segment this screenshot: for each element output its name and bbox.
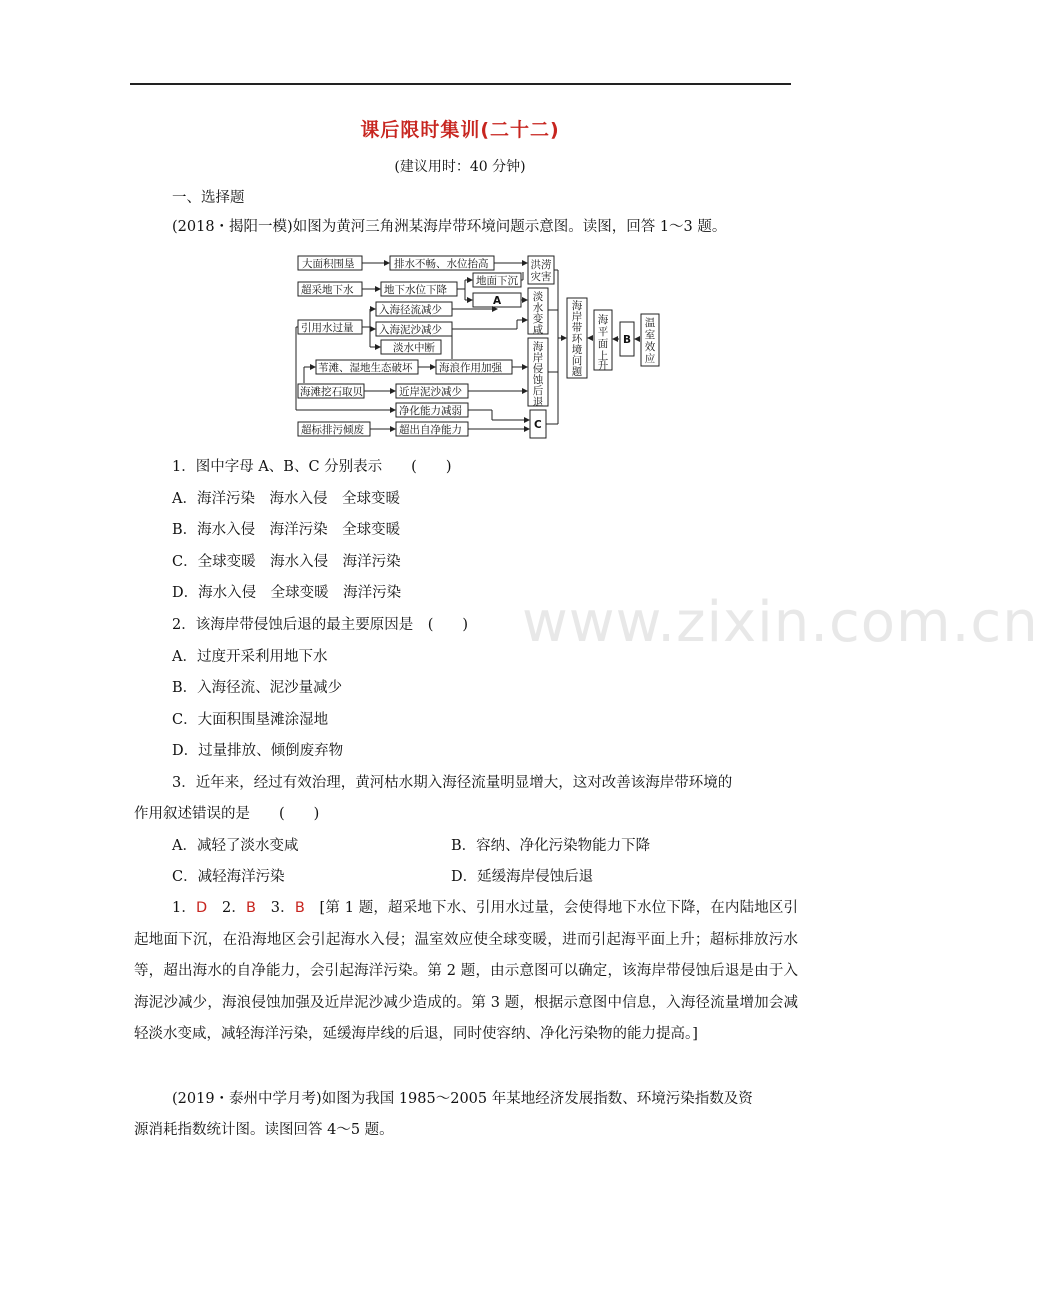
box-hlzh: 洪涝: [530, 259, 552, 271]
box-dxswxj: 地下水位下降: [384, 284, 447, 296]
question-intro-2: (2019・泰州中学月考)如图为我国 1985～2005 年某地经济发展指数、环境污染指数及资: [172, 1091, 753, 1107]
box-pssb: 排水不畅、水位抬高: [394, 258, 489, 270]
box-cbpw: 超标排污倾废: [301, 424, 364, 436]
box-dmxc: 地面下沉: [476, 275, 518, 287]
box-B: B: [623, 334, 632, 346]
q2-stem: 2．该海岸带侵蚀后退的最主要原因是 ( ): [172, 617, 469, 633]
q2-option-c: C．大面积围垦滩涂湿地: [172, 712, 329, 728]
top-rule: [130, 83, 791, 85]
box-C: C: [534, 419, 542, 431]
box-ccdxs: 超采地下水: [301, 284, 354, 296]
svg-text:岸: 岸: [571, 311, 583, 323]
box-jansh: 近岸泥沙减少: [399, 386, 462, 398]
box-dmjwk: 大面积围垦: [302, 258, 355, 270]
svg-text:灾害: 灾害: [530, 271, 552, 283]
svg-text:上: 上: [597, 350, 609, 362]
box-jhnl: 净化能力减弱: [399, 405, 462, 417]
box-hlzy: 海浪作用加强: [439, 362, 502, 374]
page-subtitle: (建议用时：40 分钟): [394, 159, 526, 175]
svg-text:应: 应: [644, 353, 656, 365]
answer-1: D: [196, 900, 208, 916]
q1-option-b: B．海水入侵 海洋污染 全球变暖: [172, 522, 401, 538]
q3-stem-line1: 3．近年来，经过有效治理，黄河枯水期入海径流量明显增大，这对改善该海岸带环境的: [172, 775, 733, 791]
q3-option-b: B．容纳、净化污染物能力下降: [451, 838, 651, 854]
svg-text:室: 室: [644, 329, 656, 341]
page-title: 课后限时集训(二十二): [360, 119, 560, 141]
box-htsd: 苇滩、湿地生态破坏: [318, 362, 413, 374]
box-rhnsh: 入海泥沙减少: [379, 324, 442, 336]
svg-text:问: 问: [571, 355, 583, 367]
box-yysgl: 引用水过量: [301, 322, 354, 334]
box-htwsqb: 海滩挖石取贝: [300, 386, 363, 398]
q2-option-d: D．过量排放、倾倒废弃物: [172, 743, 344, 759]
section-heading: 一、选择题: [172, 190, 245, 206]
watermark: www.zixin.com.cn: [522, 590, 1039, 655]
svg-text:退: 退: [532, 396, 544, 408]
svg-text:水: 水: [532, 302, 544, 314]
answer-3: B: [294, 900, 305, 916]
box-hpms: 海: [597, 314, 609, 326]
svg-text:后: 后: [532, 385, 544, 397]
svg-text:题: 题: [571, 366, 583, 378]
explanation-text: [第 1 题，超采地下水、引用水过量，会使得地下水位下降，在内陆地区引起地面下沉，在沿海地区会引起海水入侵；温室效应使全球变暖，进而引起海平面上升；超标排放污水等，超出海水的自净能力，会引起海洋污染。第 2 题，由示意图可以确定，该海岸带侵蚀后退是由于入海泥沙减少，海浪侵蚀加强及近岸泥沙减少造成的。第 3 题，根据示意图中信息，入海径流量增加会减轻淡水变咸，减轻海洋污染，延缓海岸线的后退，同时使容纳、净化污染物的能力提高。]: [134, 900, 799, 1042]
svg-text:岸: 岸: [532, 352, 544, 364]
svg-text:侵: 侵: [532, 363, 544, 375]
box-hajs: 海: [532, 341, 544, 353]
q1-stem: 1．图中字母 A、B、C 分别表示 ( ): [172, 459, 452, 475]
q3-option-c: C．减轻海洋污染: [172, 869, 285, 885]
q3-option-a: A．减轻了淡水变咸: [172, 838, 299, 854]
box-A: A: [493, 295, 502, 307]
q1-option-d: D．海水入侵 全球变暖 海洋污染: [172, 585, 402, 601]
svg-text:升: 升: [597, 360, 609, 372]
svg-text:蚀: 蚀: [532, 374, 544, 386]
box-cczj: 超出自净能力: [399, 424, 462, 436]
environment-problem-diagram: [292, 250, 662, 445]
svg-text:变: 变: [532, 313, 544, 325]
box-wsxy: 温: [644, 317, 656, 329]
q3-option-d: D．延缓海岸侵蚀后退: [451, 869, 594, 885]
svg-text:平: 平: [597, 326, 609, 338]
answer-2: B: [246, 900, 256, 916]
svg-text:带: 带: [571, 322, 583, 334]
q2-option-a: A．过度开采利用地下水: [172, 649, 328, 665]
q1-option-a: A．海洋污染 海水入侵 全球变暖: [172, 491, 400, 507]
q2-option-b: B．入海径流、泥沙量减少: [172, 680, 343, 696]
question-intro: (2018・揭阳一模)如图为黄河三角洲某海岸带环境问题示意图。读图，回答 1～3 题。: [172, 219, 727, 235]
answer-explanation: 1．D 2．B 3．B [第 1 题，超采地下水、引用水过量，会使得地下水位下降，在内陆地区引起地面下沉，在沿海地区会引起海水入侵；温室效应使全球变暖，进而引起海平面上升；超标排放污水等，超出海水的自净能力，会引起海洋污染。第 2 题，由示意图可以确定，该海岸带侵蚀后退是由于入海泥沙减少，海浪侵蚀加强及近岸泥沙减少造成的。第 3 题，根据示意图中信息，入海径流量增加会减轻淡水变咸，减轻海洋污染，延缓海岸线的后退，同时使容纳、净化污染物的能力提高。]: [134, 900, 799, 1042]
q3-stem-line2: 作用叙述错误的是 ( ): [134, 806, 320, 822]
question-intro-2-cont: 源消耗指数统计图。读图回答 4～5 题。: [134, 1122, 394, 1138]
svg-text:面: 面: [597, 338, 609, 350]
q1-option-c: C．全球变暖 海水入侵 海洋污染: [172, 554, 401, 570]
svg-text:环: 环: [571, 333, 583, 345]
box-dsbx: 淡: [532, 291, 544, 303]
svg-text:境: 境: [571, 344, 583, 356]
box-hadhj: 海: [571, 300, 583, 312]
box-rhjl: 入海径流减少: [379, 304, 442, 316]
svg-text:咸: 咸: [532, 324, 544, 336]
box-dszd: 淡水中断: [393, 342, 435, 354]
svg-text:效: 效: [644, 341, 656, 353]
